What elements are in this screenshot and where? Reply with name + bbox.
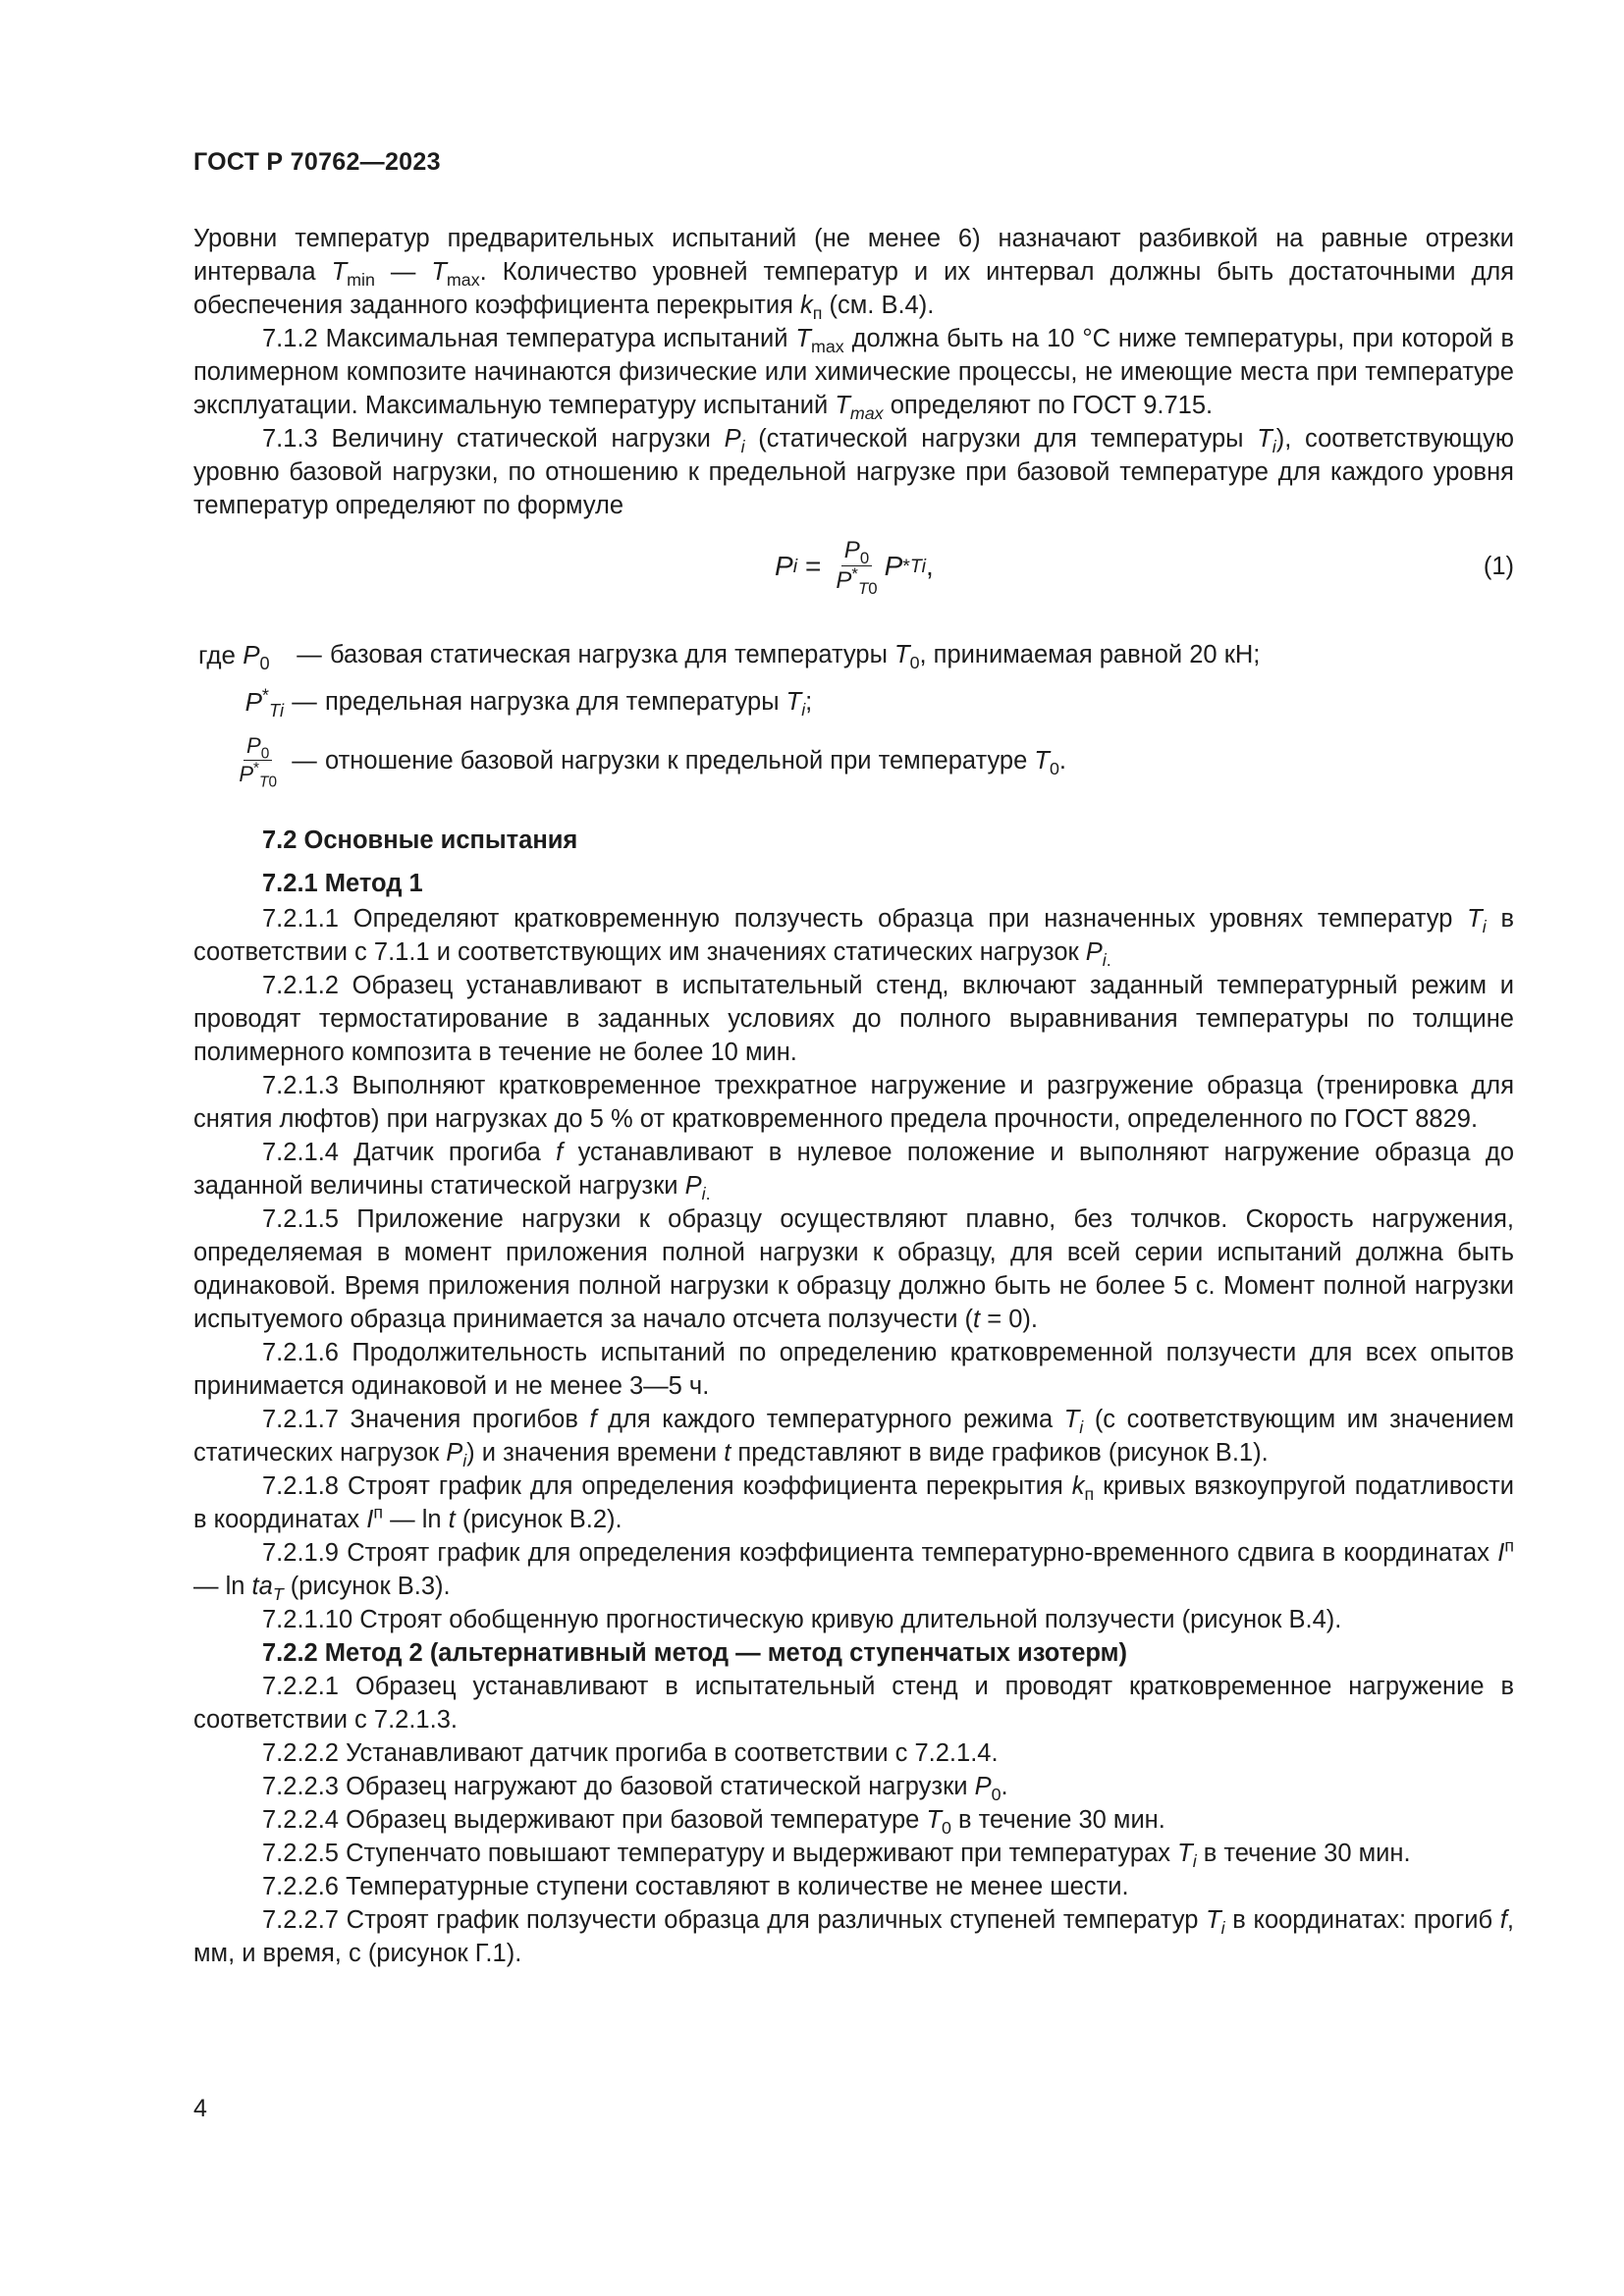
paragraph-7-1-2: 7.1.2 Максимальная температура испытаний $T_{max}$ должна быть на 10 °С ниже температуры, при которой в полимерном композите начинаются физические или химические процессы, не имеющие места при температуре эксплуатации. Максимальную температуру испытаний $T_{max}$ определяют по ГОСТ 9.715. (193, 325, 1514, 424)
paragraph-7-1-3: 7.1.3 Величину статической нагрузки $P_i$ (статической нагрузки для температуры $T_i$), соответствующую уровню базовой нагрузки, по отношению к предельной нагрузке при базовой температуре для каждого уровня температур определяют по формуле (193, 425, 1514, 519)
legend-row-p0: где $P_0$ — базовая статическая нагрузка для температуры $T_0$, принимаемая равной 20 кН; (198, 640, 1261, 674)
paragraph-intro: Уровни температур предварительных испытаний (не менее 6) назначают разбивкой на равные отрезки интервала $T_{min}$ — $T_{max}$. Количество уровней температур и их интервал должны быть достаточными для обеспечения заданного коэффициента перекрытия $k_п$ (см. В.4). (193, 225, 1515, 324)
paragraph-7-2-1-10: 7.2.1.10 Строят обобщенную прогностическую кривую длительной ползучести (рисунок В.4). (262, 1606, 1342, 1633)
paragraph-7-2-2-1: 7.2.2.1 Образец устанавливают в испытательный стенд и проводят кратковременное нагружение в соответствии с 7.2.1.3. (193, 1673, 1514, 1734)
formula-expression: P i = $\frac{P_0}{P^*_{T0}}$ P * Ti , (775, 537, 934, 598)
paragraph-7-2-2-4: 7.2.2.4 Образец выдерживают при базовой температуре $T_0$ в течение 30 мин. (262, 1806, 1165, 1839)
paragraph-7-2-2-5: 7.2.2.5 Ступенчато повышают температуру и выдерживают при температурах $T_i$ в течение 30 мин. (262, 1840, 1411, 1872)
formula-1 (193, 528, 1514, 618)
heading-7-2: 7.2 Основные испытания (262, 827, 578, 854)
paragraph-7-2-1-3: 7.2.1.3 Выполняют кратковременное трехкратное нагружение и разгружение образца (тренировка для снятия люфтов) при нагрузках до 5 % от кратковременного предела прочности, определенного по ГОСТ 8829. (193, 1072, 1514, 1133)
paragraph-7-2-1-4: 7.2.1.4 Датчик прогиба f устанавливают в нулевое положение и выполняют нагружение образца до заданной величины статической нагрузки $P_{i.}$ (193, 1139, 1514, 1204)
paragraph-7-2-1-1: 7.2.1.1 Определяют кратковременную ползучесть образца при назначенных уровнях температур $T_i$ в соответствии с 7.1.1 и соответствующих им значениях статических нагрузок $P_{i.}$ (193, 905, 1514, 971)
heading-7-2-1: 7.2.1 Метод 1 (262, 870, 423, 897)
heading-7-2-2: 7.2.2 Метод 2 (альтернативный метод — метод ступенчатых изотерм) (262, 1639, 1127, 1667)
paragraph-7-2-1-7: 7.2.1.7 Значения прогибов f для каждого температурного режима $T_i$ (с соответствующим им значением статических нагрузок $P_i$) и значения времени t представляют в виде графиков (рисунок В.1). (193, 1406, 1514, 1471)
formula-legend (193, 638, 1514, 791)
paragraph-7-2-2-3: 7.2.2.3 Образец нагружают до базовой статической нагрузки $P_0$. (262, 1773, 1008, 1805)
paragraph-7-2-1-5: 7.2.1.5 Приложение нагрузки к образцу осуществляют плавно, без толчков. Скорость нагружения, определяемая в момент приложения полной нагрузки к образцу, для всей серии испытаний должна быть одинаковой. Время приложения полной нагрузки к образцу должно быть не более 5 с. Момент полной нагрузки испытуемого образца принимается за начало отсчета ползучести (t = 0). (193, 1205, 1514, 1333)
paragraph-7-2-1-6: 7.2.1.6 Продолжительность испытаний по определению кратковременной ползучести для всех опытов принимается одинаковой и не менее 3—5 ч. (193, 1339, 1514, 1400)
legend-row-ratio: $\frac{P_0}{P^*_{T0}}$ — отношение базовой нагрузки к предельной при температуре $T_0$. (239, 733, 1066, 791)
legend-row-pti: $P^*_{Ti}$ — предельная нагрузка для температуры $T_i$; (244, 685, 813, 721)
paragraph-7-2-2-2: 7.2.2.2 Устанавливают датчик прогиба в соответствии с 7.2.1.4. (262, 1739, 999, 1767)
formula-fraction: $\frac{P_0}{P^*_{T0}}$ (836, 537, 878, 598)
equation-number: (1) (1483, 553, 1514, 580)
paragraph-7-2-2-6: 7.2.2.6 Температурные ступени составляют в количестве не менее шести. (262, 1873, 1129, 1900)
paragraph-7-2-1-2: 7.2.1.2 Образец устанавливают в испытательный стенд, включают заданный температурный режим и проводят термостатирование в заданных условиях до полного выравнивания температуры по толщине полимерного композита в течение не более 10 мин. (193, 972, 1514, 1066)
paragraph-7-2-2-7: 7.2.2.7 Строят график ползучести образца для различных ступеней температур $T_i$ в координатах: прогиб f, мм, и время, с (рисунок Г.1). (193, 1906, 1514, 1967)
paragraph-7-2-1-9: 7.2.1.9 Строят график для определения коэффициента температурно-временного сдвига в координатах $I^п$ — $\ln ta_T$ (рисунок В.3). (193, 1535, 1514, 1605)
document-header: ГОСТ Р 70762—2023 (193, 148, 441, 176)
paragraph-7-2-1-8: 7.2.1.8 Строят график для определения коэффициента перекрытия $k_п$ кривых вязкоупругой податливости в координатах $I^п$ — ln t (рисунок В.2). (193, 1472, 1514, 1533)
page-number: 4 (193, 2095, 207, 2122)
document-body (193, 222, 1514, 1970)
